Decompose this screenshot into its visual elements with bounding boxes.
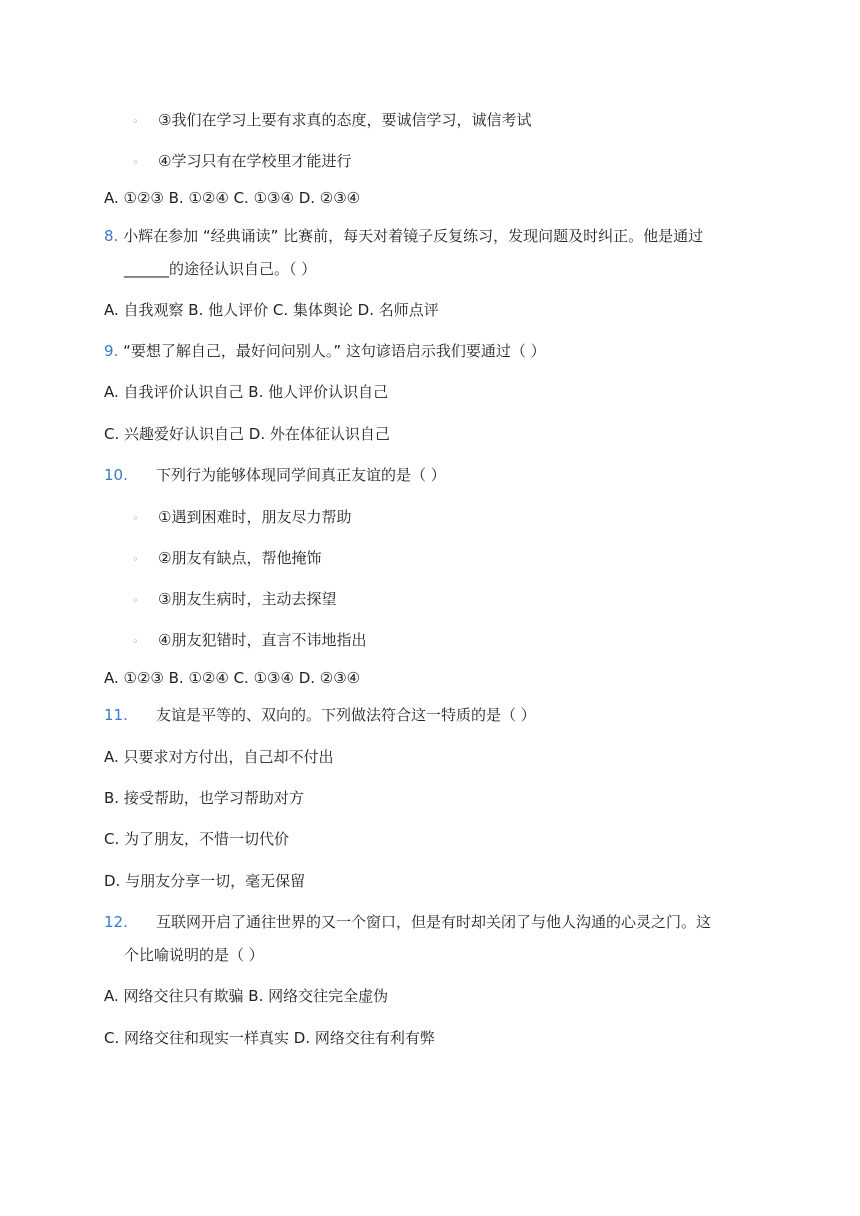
answer-option-d: D. 与朋友分享一切，毫无保留 xyxy=(104,872,306,890)
question-text-continued: 个比喻说明的是（ ） xyxy=(124,946,264,964)
bullet-icon: ◦ xyxy=(132,156,139,169)
question-number: 11. xyxy=(104,706,128,724)
question-text: 小辉在参加 “经典诵读” 比赛前，每天对着镜子反复练习，发现问题及时纠正。他是通过 xyxy=(123,227,704,245)
question-number: 8. xyxy=(104,227,119,245)
question-text: 下列行为能够体现同学间真正友谊的是（ ） xyxy=(156,466,446,484)
question-text-continued: ______的途径认识自己。（ ） xyxy=(124,260,317,278)
answer-options: C. 兴趣爱好认识自己 D. 外在体征认识自己 xyxy=(104,425,390,443)
bullet-icon: ◦ xyxy=(132,553,139,566)
bullet-icon: ◦ xyxy=(132,635,139,648)
answer-options: A. 自我评价认识自己 B. 他人评价认识自己 xyxy=(104,383,389,401)
bullet-icon: ◦ xyxy=(132,594,139,607)
list-item xyxy=(132,589,336,611)
question-10 xyxy=(104,465,446,485)
item-text: ①遇到困难时，朋友尽力帮助 xyxy=(158,508,352,526)
list-item xyxy=(132,548,321,570)
list-item xyxy=(132,630,366,652)
question-8 xyxy=(104,226,703,246)
answer-option-b: B. 接受帮助，也学习帮助对方 xyxy=(104,789,304,807)
list-item xyxy=(132,110,531,132)
answer-options: A. ①②③ B. ①②④ C. ①③④ D. ②③④ xyxy=(104,189,361,207)
answer-options: A. ①②③ B. ①②④ C. ①③④ D. ②③④ xyxy=(104,669,361,687)
question-text: 友谊是平等的、双向的。下列做法符合这一特质的是（ ） xyxy=(156,706,536,724)
bullet-icon: ◦ xyxy=(132,512,139,525)
question-text: 互联网开启了通往世界的又一个窗口，但是有时却关闭了与他人沟通的心灵之门。这 xyxy=(156,913,712,931)
question-number: 9. xyxy=(104,342,119,360)
list-item xyxy=(132,507,351,529)
question-9 xyxy=(104,341,546,361)
question-11 xyxy=(104,705,536,725)
question-text: “要想了解自己，最好问问别人。” 这句谚语启示我们要通过（ ） xyxy=(123,342,546,360)
answer-options: C. 网络交往和现实一样真实 D. 网络交往有利有弊 xyxy=(104,1029,435,1047)
answer-option-a: A. 只要求对方付出，自己却不付出 xyxy=(104,748,334,766)
item-text: ④学习只有在学校里才能进行 xyxy=(158,152,352,170)
answer-options: A. 自我观察 B. 他人评价 C. 集体舆论 D. 名师点评 xyxy=(104,301,439,319)
question-12 xyxy=(104,912,711,932)
item-text: ③朋友生病时，主动去探望 xyxy=(158,590,337,608)
bullet-icon: ◦ xyxy=(132,115,139,128)
answer-options: A. 网络交往只有欺骗 B. 网络交往完全虚伪 xyxy=(104,987,389,1005)
answer-option-c: C. 为了朋友，不惜一切代价 xyxy=(104,830,290,848)
item-text: ②朋友有缺点，帮他掩饰 xyxy=(158,549,322,567)
item-text: ④朋友犯错时，直言不讳地指出 xyxy=(158,631,367,649)
question-number: 12. xyxy=(104,913,128,931)
item-text: ③我们在学习上要有求真的态度，要诚信学习，诚信考试 xyxy=(158,111,532,129)
question-number: 10. xyxy=(104,466,128,484)
list-item xyxy=(132,151,351,173)
